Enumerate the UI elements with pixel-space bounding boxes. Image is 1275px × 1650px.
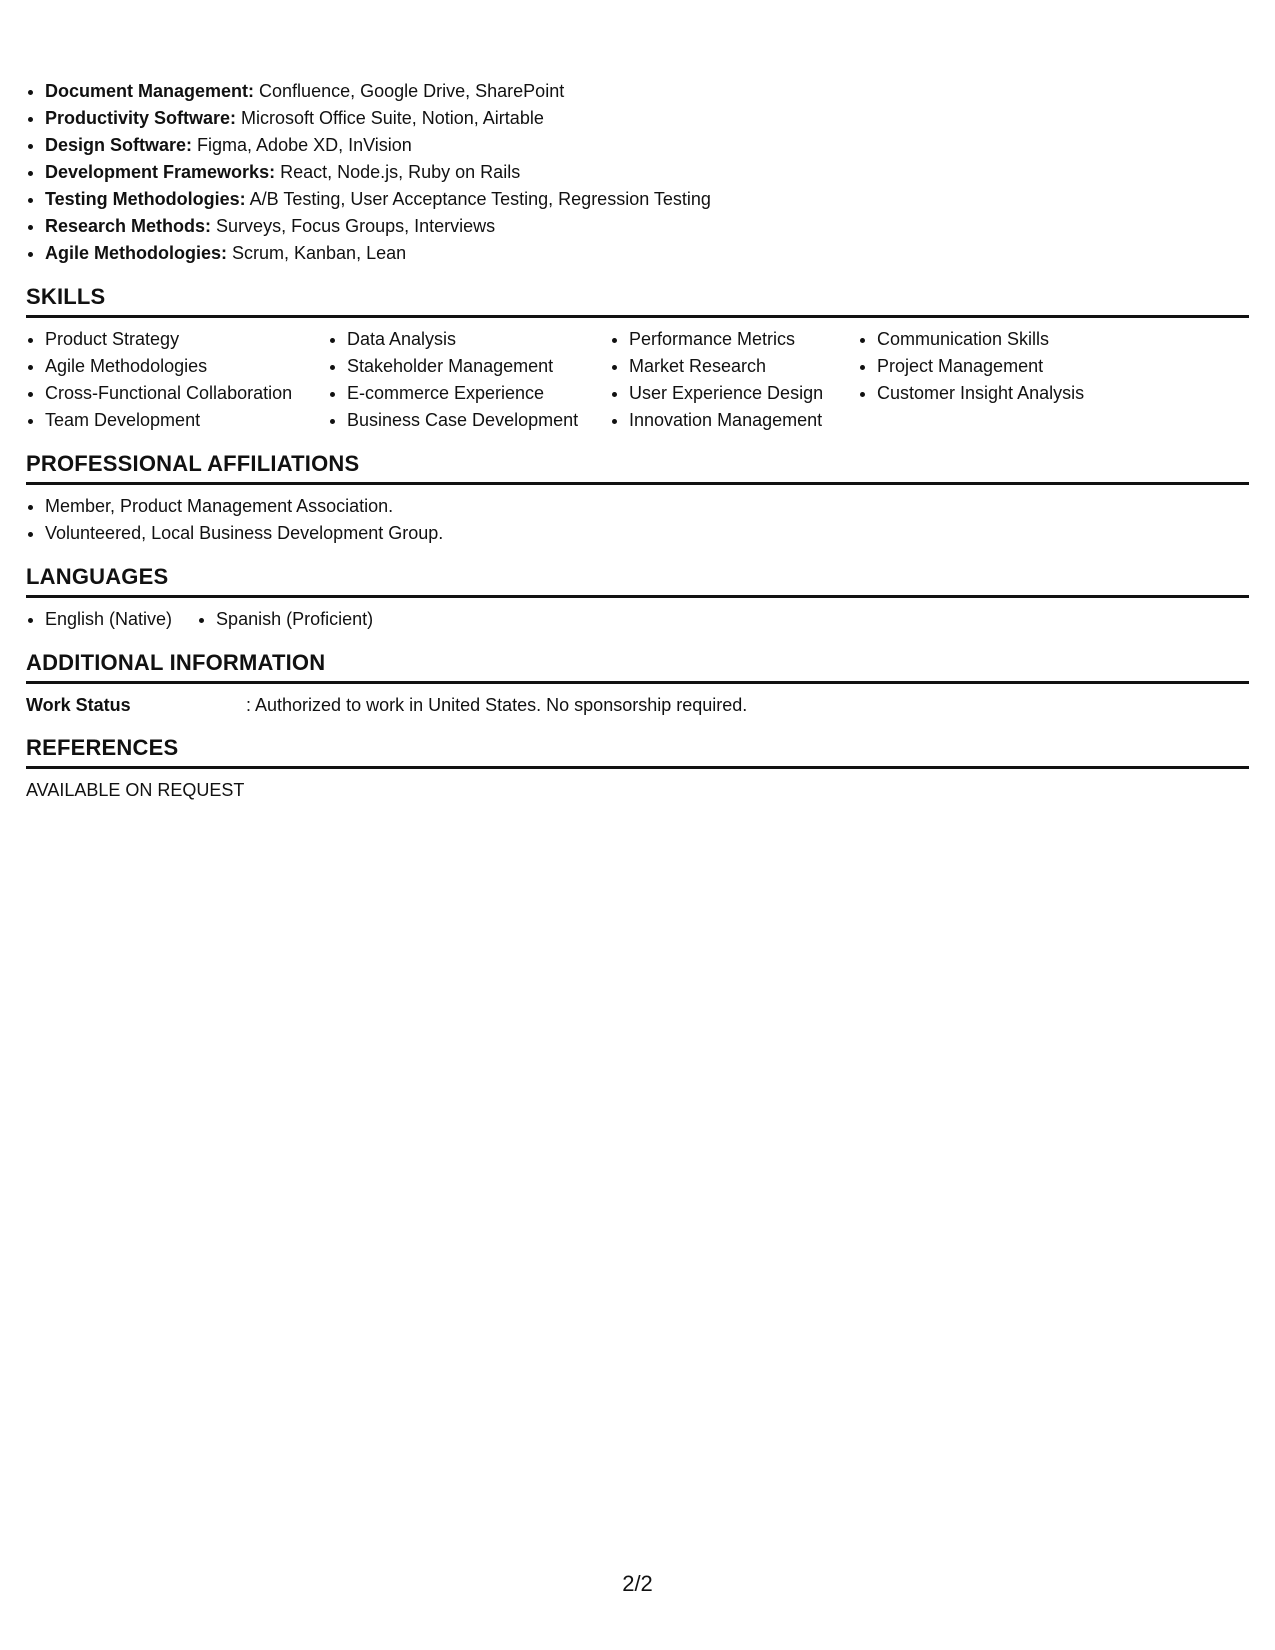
list-item: [26, 78, 1249, 105]
affiliations-list: [26, 493, 1249, 547]
section-title: LANGUAGES: [26, 563, 1249, 598]
tool-category-value: Confluence, Google Drive, SharePoint: [254, 81, 565, 101]
tool-category-label: Document Management:: [45, 81, 255, 101]
section-title: REFERENCES: [26, 734, 1249, 769]
skill-item: Product Strategy: [26, 326, 328, 353]
tool-category-label: Testing Methodologies:: [45, 189, 246, 209]
skill-item: Project Management: [858, 353, 1158, 380]
tool-category-value: A/B Testing, User Acceptance Testing, Regression Testing: [245, 189, 711, 209]
language-item: Spanish (Proficient): [197, 606, 373, 633]
tool-category-label: Development Frameworks:: [45, 162, 276, 182]
skill-item: User Experience Design: [610, 380, 858, 407]
tool-category-label: Agile Methodologies:: [45, 243, 227, 263]
section-title: ADDITIONAL INFORMATION: [26, 649, 1249, 684]
skill-item: Innovation Management: [610, 407, 858, 434]
list-item: [26, 186, 1249, 213]
affiliations-section: [26, 450, 1249, 547]
work-status-value: : Authorized to work in United States. No sponsorship required.: [246, 695, 748, 715]
languages-list: [26, 606, 1249, 633]
references-text: AVAILABLE ON REQUEST: [26, 780, 245, 800]
language-item: English (Native): [26, 606, 172, 633]
list-item: Member, Product Management Association.: [26, 493, 1249, 520]
skill-item: Communication Skills: [858, 326, 1158, 353]
skill-item: Stakeholder Management: [328, 353, 610, 380]
tool-category-value: Surveys, Focus Groups, Interviews: [211, 216, 496, 236]
list-item: [26, 159, 1249, 186]
tool-category-label: Research Methods:: [45, 216, 212, 236]
references-section: [26, 734, 1249, 803]
resume-page: [26, 78, 1249, 803]
additional-info-section: [26, 649, 1249, 718]
tool-category-value: Scrum, Kanban, Lean: [227, 243, 407, 263]
skill-item: Customer Insight Analysis: [858, 380, 1158, 407]
skill-item: Performance Metrics: [610, 326, 858, 353]
skills-grid: [26, 326, 1249, 434]
languages-section: [26, 563, 1249, 633]
skill-item: Team Development: [26, 407, 328, 434]
section-title: SKILLS: [26, 283, 1249, 318]
skill-item: Cross-Functional Collaboration: [26, 380, 328, 407]
tools-list: [26, 78, 1249, 267]
skills-column: [858, 326, 1158, 434]
skill-item: Market Research: [610, 353, 858, 380]
page-number: 2/2: [622, 1571, 653, 1596]
skill-item: Agile Methodologies: [26, 353, 328, 380]
list-item: [26, 240, 1249, 267]
skills-column: [26, 326, 328, 434]
skills-column: [328, 326, 610, 434]
list-item: [26, 213, 1249, 240]
tool-category-label: Design Software:: [45, 135, 193, 155]
tool-category-value: Figma, Adobe XD, InVision: [192, 135, 412, 155]
skill-item: Business Case Development: [328, 407, 610, 434]
tool-category-label: Productivity Software:: [45, 108, 237, 128]
skill-item: Data Analysis: [328, 326, 610, 353]
skills-column: [610, 326, 858, 434]
skills-section: [26, 283, 1249, 434]
skill-item: E-commerce Experience: [328, 380, 610, 407]
work-status-row: [26, 692, 1249, 718]
work-status-label: Work Status: [26, 695, 131, 715]
tool-category-value: Microsoft Office Suite, Notion, Airtable: [236, 108, 544, 128]
list-item: Volunteered, Local Business Development Group.: [26, 520, 1249, 547]
section-title: PROFESSIONAL AFFILIATIONS: [26, 450, 1249, 485]
list-item: [26, 132, 1249, 159]
list-item: [26, 105, 1249, 132]
tool-category-value: React, Node.js, Ruby on Rails: [275, 162, 521, 182]
